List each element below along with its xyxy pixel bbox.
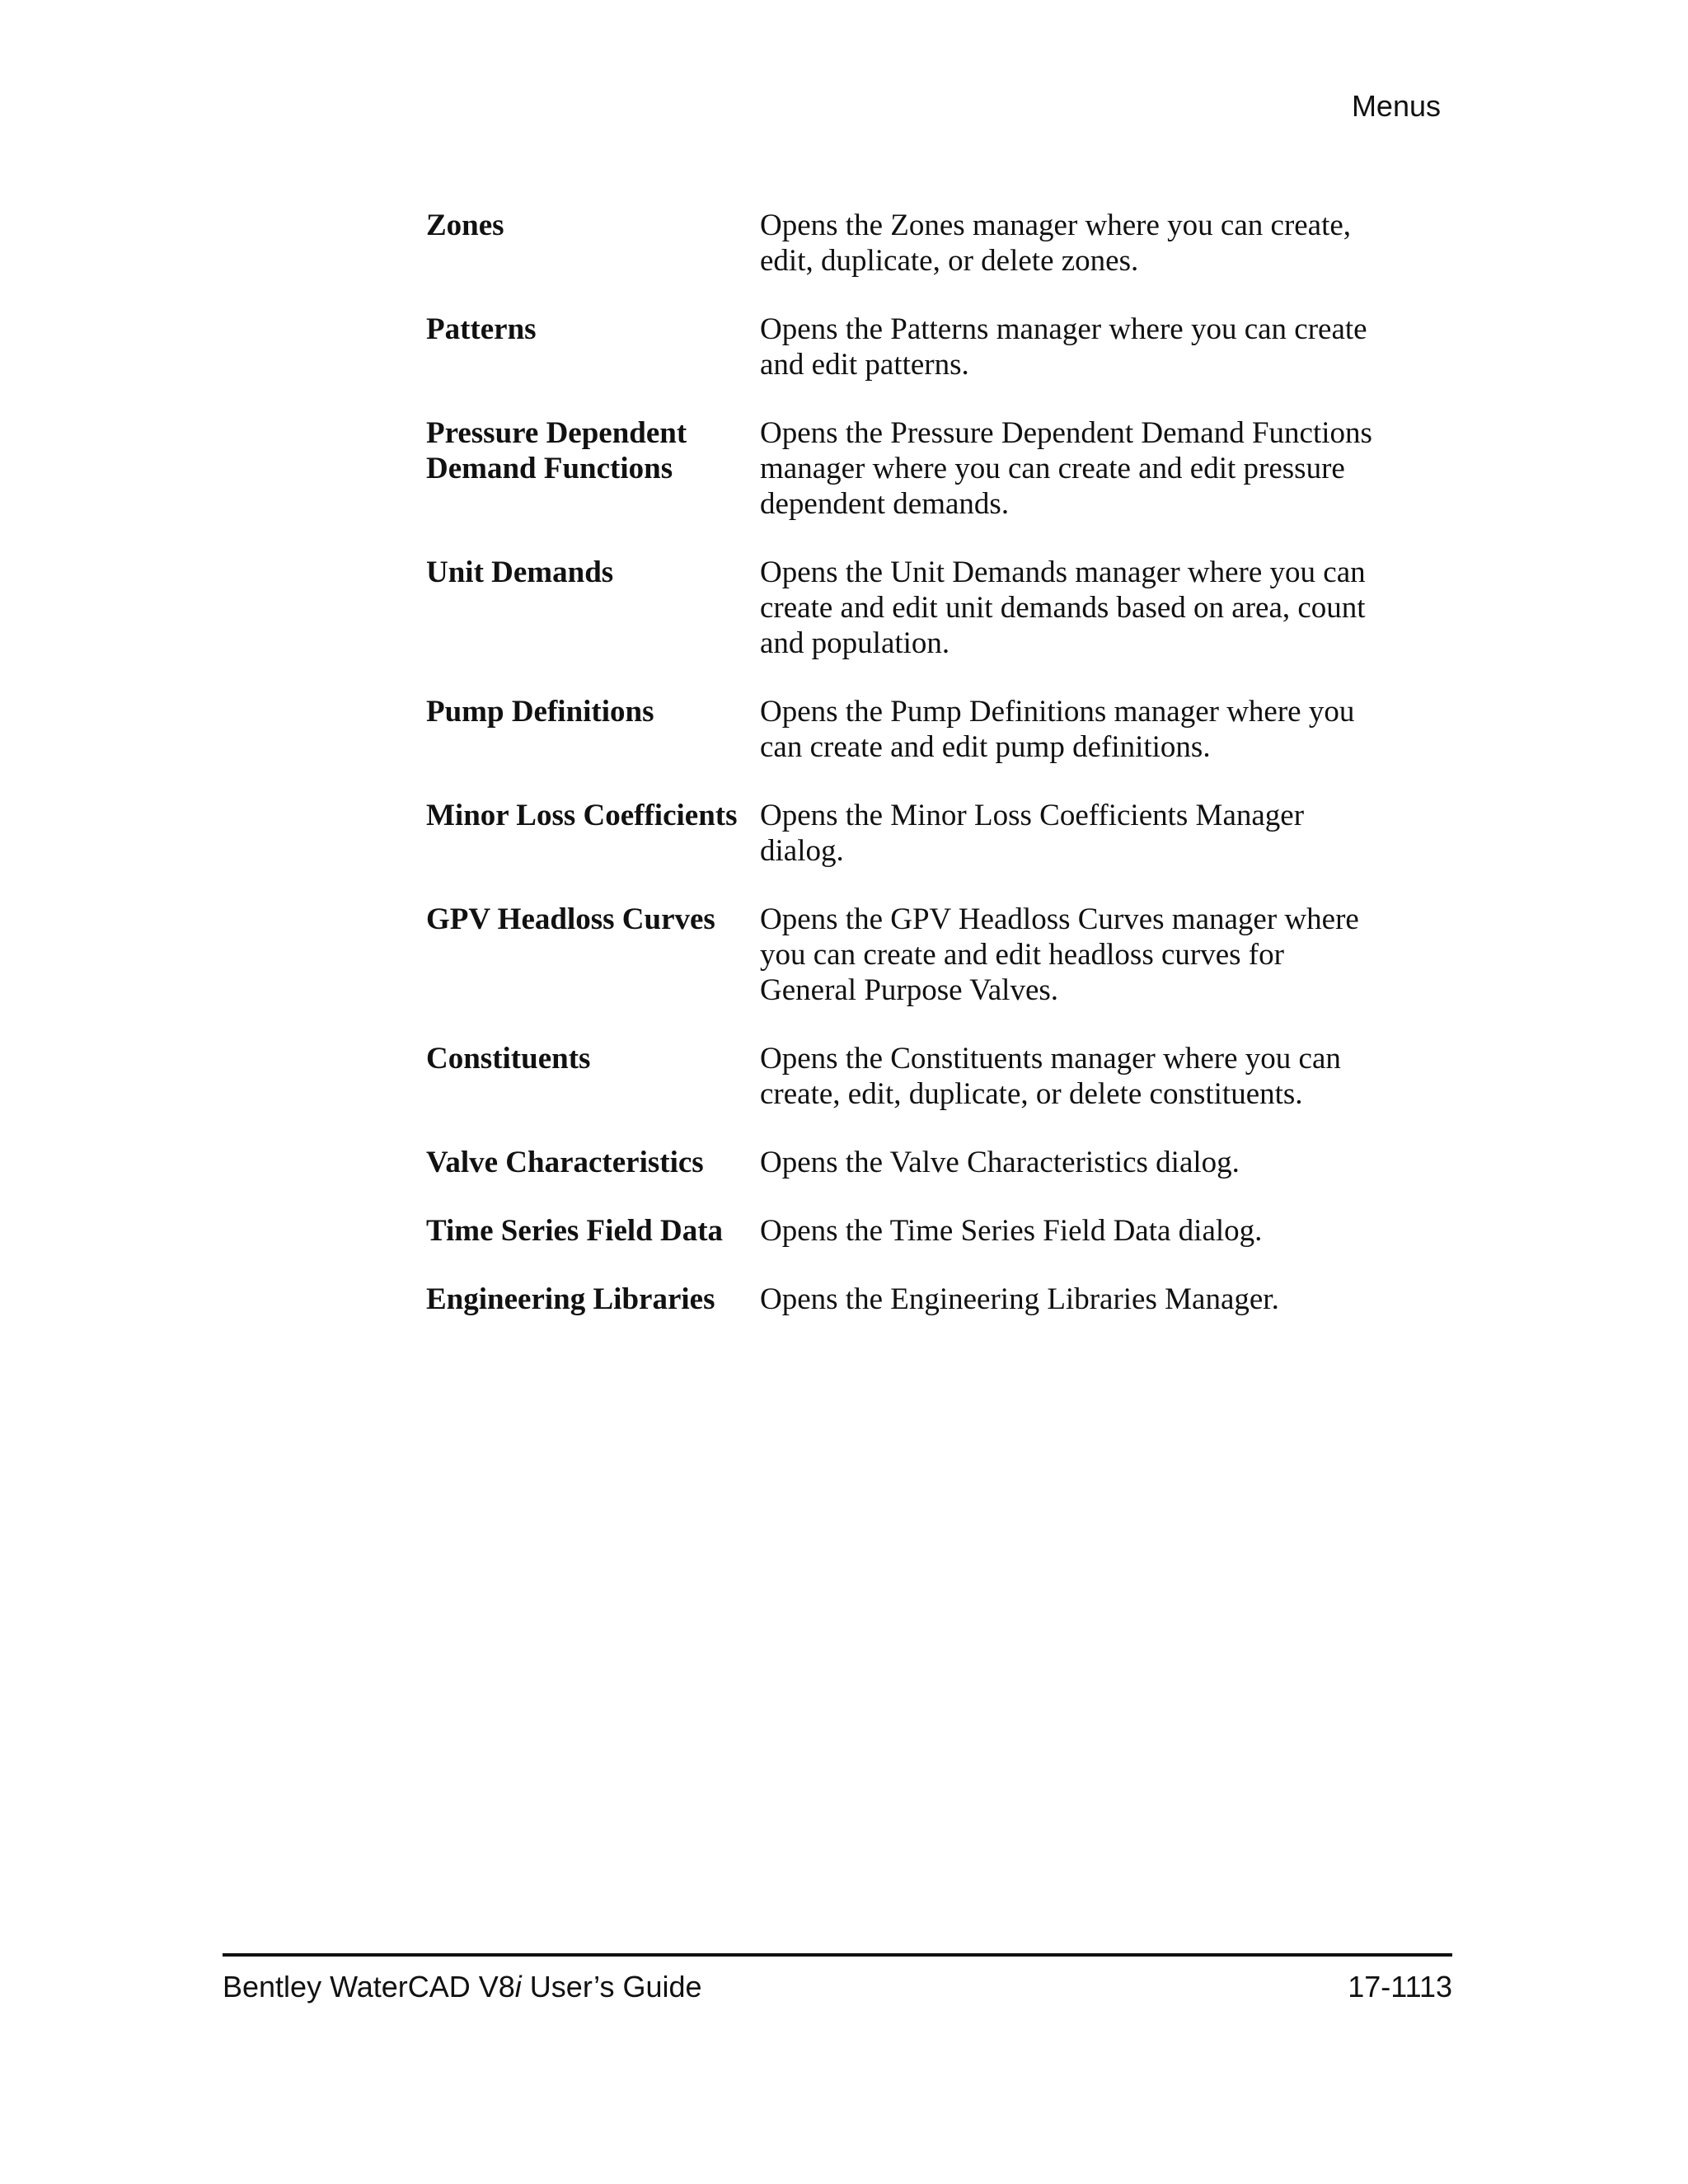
footer-book-title [223, 1970, 702, 2004]
item-term: Minor Loss Coefficients [426, 799, 738, 832]
item-description: Opens the GPV Headloss Curves manager where you can create and edit headloss curves for General Purpose Valves. [760, 902, 1359, 1007]
item-term: GPV Headloss Curves [426, 902, 715, 936]
list-item [426, 1282, 1390, 1317]
item-term: Time Series Field Data [426, 1214, 724, 1248]
item-term: Pressure Dependent Demand Functions [426, 416, 687, 485]
list-item [426, 798, 1390, 869]
item-description: Opens the Valve Characteristics dialog. [760, 1146, 1240, 1179]
item-term: Valve Characteristics [426, 1146, 704, 1179]
list-item [426, 694, 1390, 765]
list-item [426, 312, 1390, 382]
item-description: Opens the Time Series Field Data dialog. [760, 1214, 1263, 1248]
item-term: Unit Demands [426, 555, 614, 589]
item-description: Opens the Engineering Libraries Manager. [760, 1282, 1279, 1316]
item-term: Constituents [426, 1042, 591, 1076]
running-header: Menus [1351, 89, 1441, 123]
list-item [426, 902, 1390, 1008]
item-description: Opens the Minor Loss Coefficients Manager dialog. [760, 799, 1305, 868]
item-term: Zones [426, 209, 504, 242]
list-item [426, 1213, 1390, 1249]
item-description: Opens the Unit Demands manager where you can create and edit unit demands based on area, count and population. [760, 555, 1366, 660]
item-description: Opens the Pressure Dependent Demand Functions manager where you can create and edit pressure dependent demands. [760, 416, 1372, 521]
list-item [426, 1145, 1390, 1180]
item-description: Opens the Zones manager where you can create, edit, duplicate, or delete zones. [760, 209, 1352, 278]
footer-divider [223, 1953, 1452, 1957]
footer-title-part2: User’s Guide [521, 1970, 702, 2004]
menu-definition-list [426, 208, 1390, 1350]
item-description: Opens the Patterns manager where you can create and edit patterns. [760, 312, 1367, 382]
list-item [426, 1041, 1390, 1112]
footer-title-part1: Bentley WaterCAD V8 [223, 1970, 515, 2004]
list-item [426, 208, 1390, 279]
item-term: Engineering Libraries [426, 1282, 715, 1316]
page-number: 17-1113 [1348, 1970, 1452, 2004]
item-term: Patterns [426, 312, 537, 346]
item-description: Opens the Pump Definitions manager where you can create and edit pump definitions. [760, 695, 1355, 764]
item-description: Opens the Constituents manager where you can create, edit, duplicate, or delete constituents. [760, 1042, 1341, 1111]
footer-title-italic: i [514, 1970, 522, 2004]
list-item [426, 555, 1390, 661]
list-item [426, 415, 1390, 522]
item-term: Pump Definitions [426, 695, 654, 729]
